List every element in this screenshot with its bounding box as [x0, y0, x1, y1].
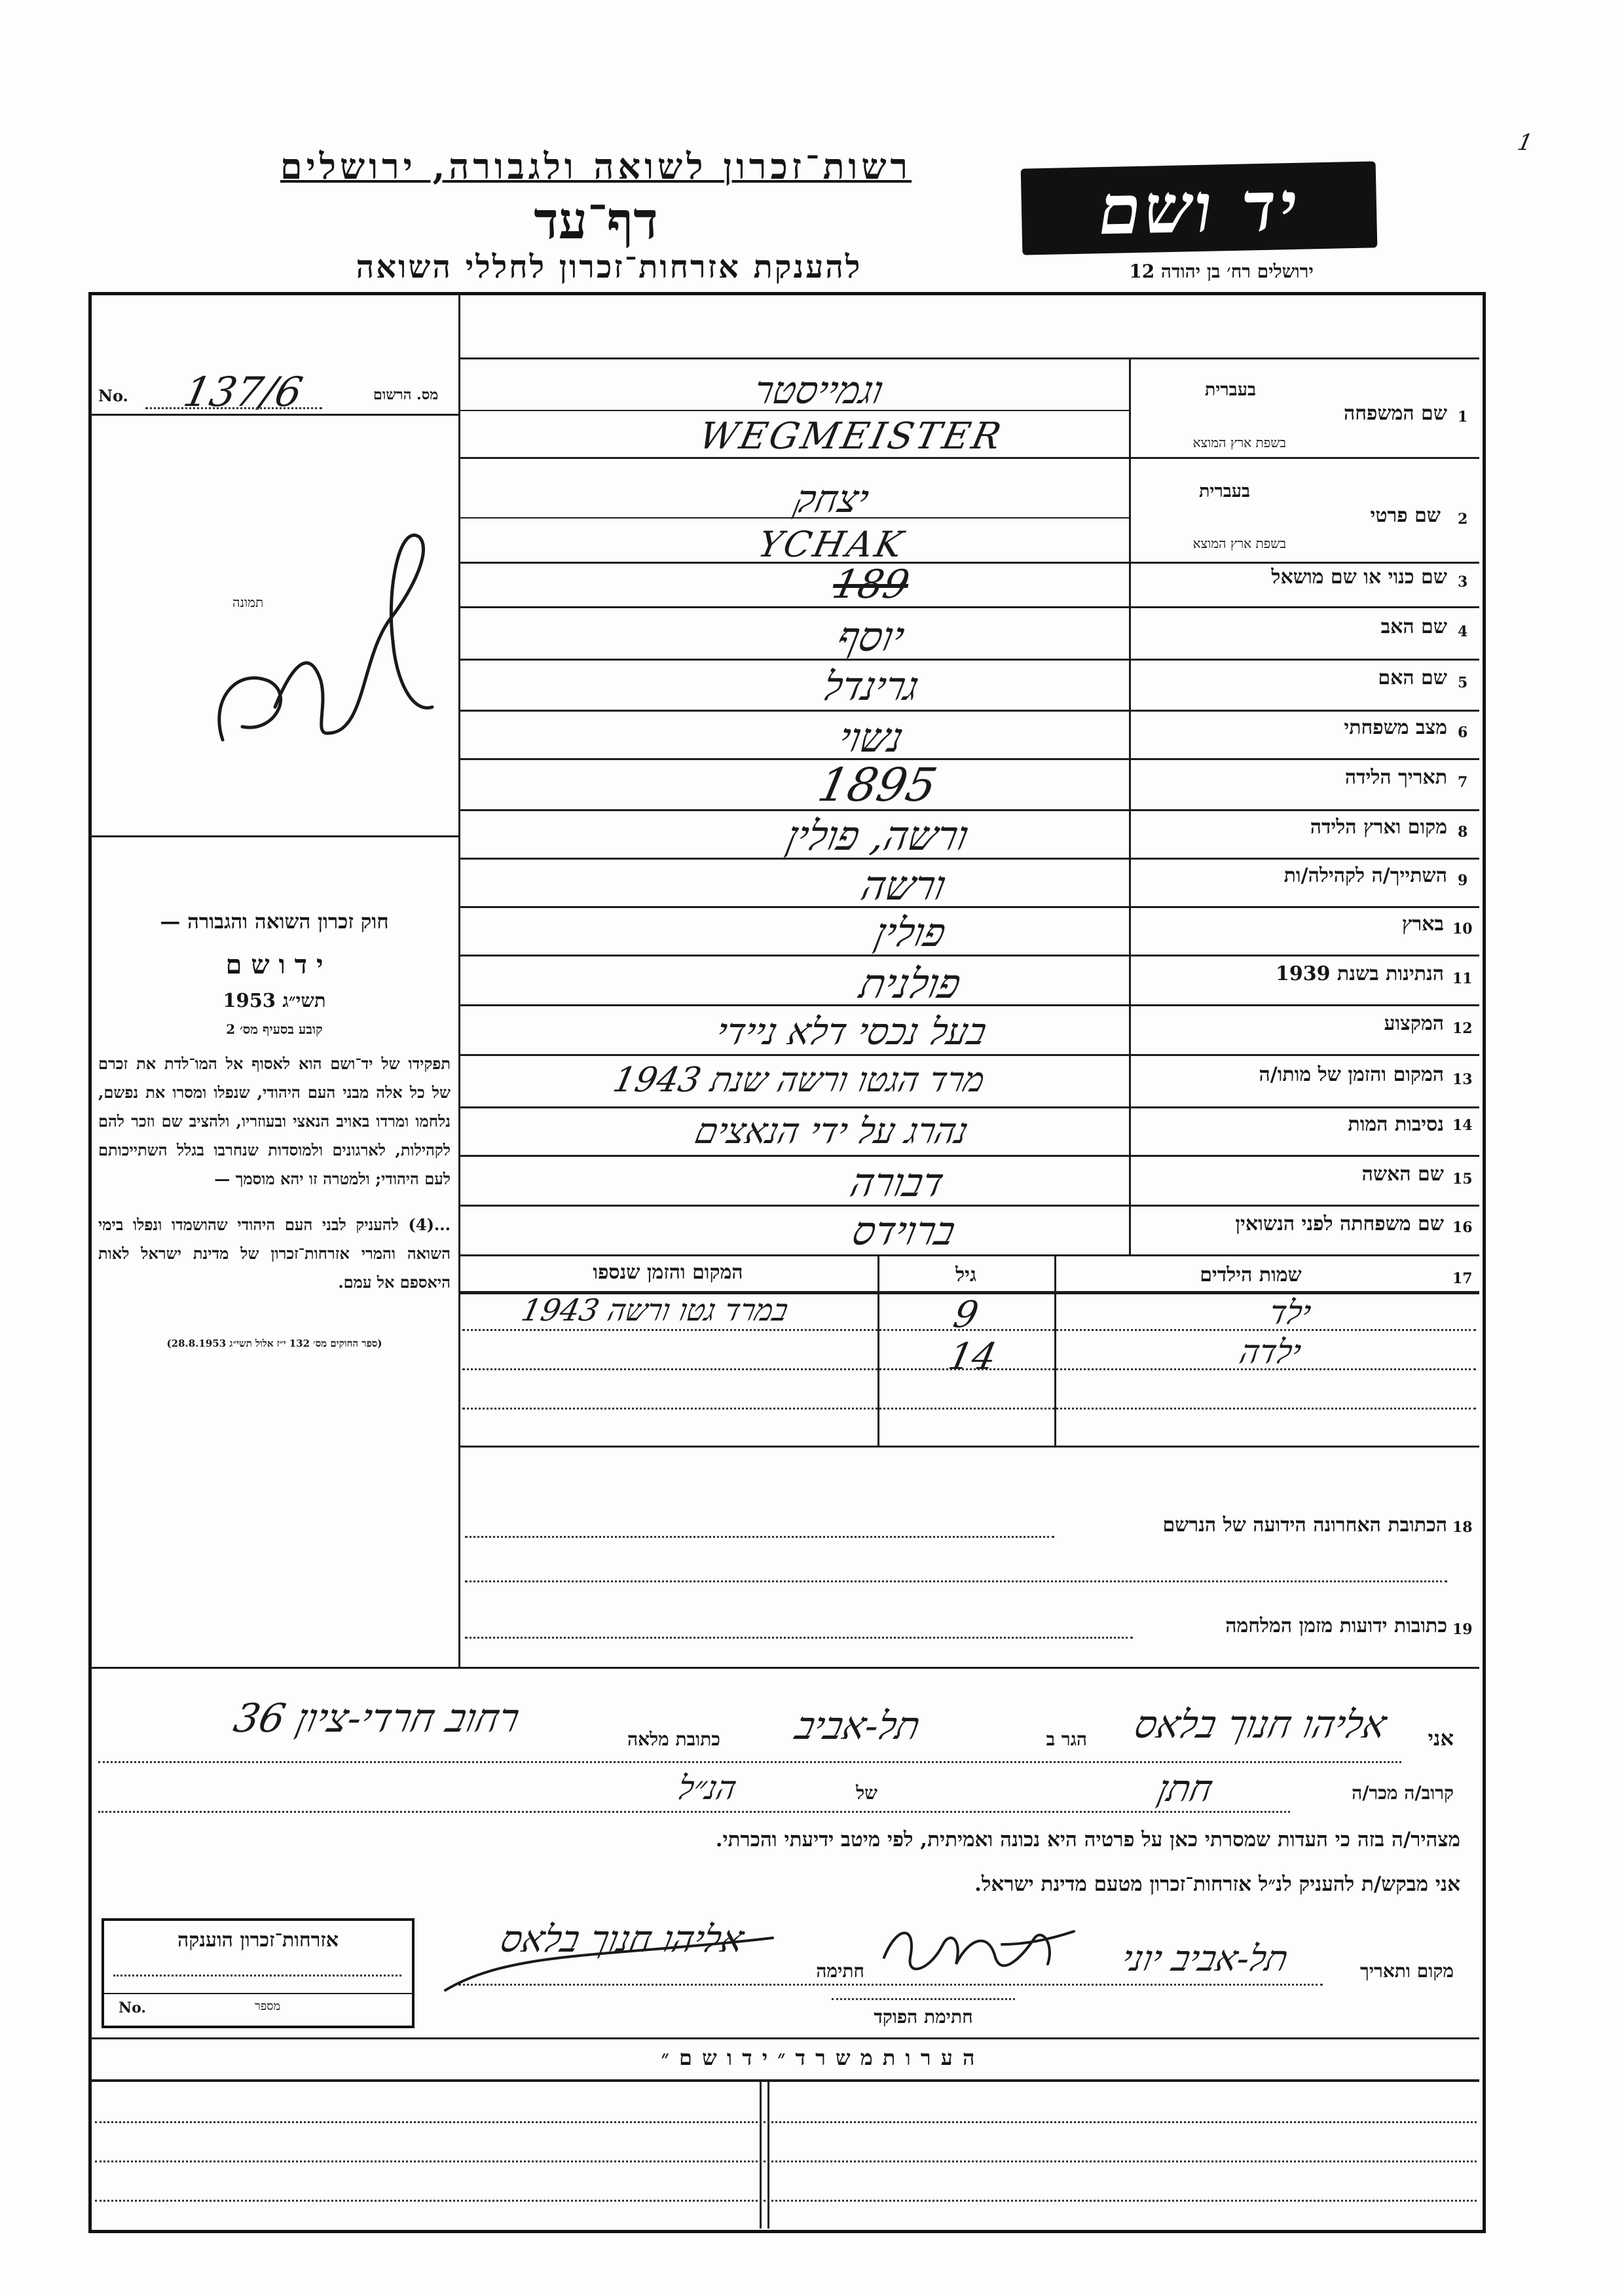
- declaration-line-1: [98, 1761, 1401, 1763]
- officer-name: אליהו חנוך בלאס: [496, 1918, 748, 1961]
- notes-title: ה ע ר ו ת מ ש ר ד ״ י ד ו ש ם ״: [661, 2045, 976, 2070]
- row-11-value: פולנית: [855, 960, 965, 1008]
- place-date-label: מקום ותאריך: [1359, 1960, 1454, 1982]
- row-sep-14: [458, 1155, 1479, 1157]
- children-header-names: שמות הילדים: [1200, 1264, 1302, 1286]
- of-label: של: [856, 1782, 877, 1804]
- notes-line-3: [95, 2200, 1477, 2202]
- row-4-value: יוסף: [833, 613, 909, 661]
- declarant-city: תל-אביב: [791, 1704, 925, 1748]
- row-1-value-hebrew: וגמייסטר: [750, 368, 887, 412]
- row-2-sub-hebrew: בעברית: [1198, 481, 1251, 501]
- row-8-value: ורשה, פולין: [782, 812, 973, 860]
- law-name: י ד ו ש ם: [225, 949, 323, 980]
- officer-signature: [432, 1912, 786, 2010]
- law-box: [98, 910, 451, 1350]
- row-10-label: בארץ: [1401, 913, 1444, 936]
- row-5-label: שם האם: [1378, 666, 1447, 689]
- registration-number-value: 137/6: [179, 368, 307, 416]
- last-address-dots-1: [465, 1536, 1054, 1538]
- row-9-label: השתייך/ה לקהילה/ות: [1283, 864, 1447, 887]
- registration-no-label: No.: [98, 386, 128, 405]
- last-address-dots-2: [465, 1580, 1447, 1582]
- corner-mark: 1: [1515, 130, 1535, 156]
- war-address-dots-1: [465, 1637, 1133, 1639]
- row-sep-5: [458, 710, 1479, 712]
- row-12-number: 12: [1452, 1020, 1473, 1037]
- row-2-sub-origin: בשפת ארץ המוצא: [1192, 536, 1286, 551]
- lives-label: הגר ב: [1046, 1728, 1087, 1750]
- row-5-value: גרינדל: [819, 664, 923, 710]
- citizenship-box-number-label: מספר: [255, 1999, 281, 2013]
- notes-line-2: [95, 2160, 1477, 2162]
- children-bottom-line: [458, 1446, 1479, 1448]
- row-13-label: המקום והזמן של מותו/ה: [1259, 1063, 1444, 1086]
- row-12-label: המקצוע: [1384, 1012, 1444, 1035]
- notes-line-1: [95, 2121, 1477, 2123]
- row-sep-12: [458, 1054, 1479, 1056]
- law-paragraph-1: תפקידו של יד־ושם הוא לאסוף אל המו־לדת את זכרם של כל אלה מבני העם היהודי, שנפלו ומסרו את נפשם, נלחמו ומרדו באויב הנאצי ובעוזריו, ולהציב שם וזכר להם לקהילות, לארגונים ולמוסדות שנחרבו בגלל השתייכותם לעם היהודי; ולמטרה זו יהא מוסמך —: [98, 1054, 451, 1188]
- officer-signature-line: [832, 1998, 1015, 2000]
- divider-left-column: [458, 295, 460, 1667]
- row-1-label: שם המשפחה: [1343, 402, 1447, 425]
- children-header-place: המקום והזמן שנספו: [593, 1261, 743, 1284]
- row-13-number: 13: [1452, 1071, 1473, 1088]
- row-3-label: שם כנוי או שם מושאל: [1271, 566, 1447, 589]
- row-1-sub-origin: בשפת ארץ המוצא: [1192, 435, 1286, 450]
- row-9-number: 9: [1458, 872, 1468, 889]
- row-sep-16: [458, 1254, 1479, 1256]
- declarant-signature: [871, 1918, 1087, 1990]
- upper-section-bottom: [90, 1667, 1479, 1669]
- law-year: תשי״ג 1953: [223, 989, 326, 1011]
- photo-area-signature: [196, 511, 458, 779]
- row-15-label: שם האשה: [1361, 1163, 1444, 1186]
- form-title: דף־עד: [534, 191, 658, 251]
- child-2-name: ילדה: [1236, 1333, 1304, 1371]
- row-8-number: 8: [1458, 824, 1468, 841]
- photo-area-bottom: [90, 835, 458, 837]
- citizenship-box-title: אזרחות־זכרון הוענקה: [177, 1929, 339, 1952]
- row-4-number: 4: [1458, 623, 1468, 640]
- row-16-label: שם משפחתה לפני הנשואין: [1235, 1212, 1444, 1235]
- row-4-label: שם האב: [1380, 615, 1447, 638]
- row-1-sub-hebrew: בעברית: [1204, 380, 1256, 400]
- children-dots-3: [462, 1408, 1476, 1410]
- top-strip-line: [458, 357, 1479, 359]
- children-header-age: גיל: [955, 1264, 976, 1286]
- row-sep-3: [458, 606, 1479, 608]
- row-11-number: 11: [1452, 970, 1473, 987]
- registration-label: מס. הרשום: [373, 386, 439, 403]
- notes-divider-1: [760, 2079, 762, 2229]
- divider-label-column: [1129, 357, 1131, 1254]
- logo-address: ירושלים רח׳ בן יהודה 12: [1129, 261, 1314, 282]
- registration-dotted-line: [145, 407, 322, 409]
- citizenship-granted-box: [101, 1918, 415, 2028]
- full-address-label: כתובת מלאה: [627, 1728, 720, 1750]
- last-address-label: הכתובת האחרונה הידועה של הנרשם: [1162, 1514, 1447, 1537]
- relation-value: חתן: [1154, 1768, 1217, 1810]
- law-paragraph-2: ...(4) להעניק לבני העם היהודי שהושמדו ונפלו בימי השואה והמרי אזרחות־זכרון של מדינת ישראל לאות היאספם אל עמם.: [98, 1215, 451, 1292]
- row-6-value: נשוי: [834, 714, 908, 761]
- row-11-label: הנתינות בשנת 1939: [1275, 962, 1444, 985]
- row-15-value: דבורה: [846, 1160, 948, 1206]
- row-2-label: שם פרטי: [1370, 504, 1441, 527]
- row-10-number: 10: [1452, 920, 1473, 938]
- notes-top-line: [90, 2037, 1479, 2039]
- declaration-statement-1: מצהיר/ה בזה כי העדות שמסרתי כאן על פרטיה היא נכונה ואמיתית, לפי מיטב ידיעתי והכרתי.: [715, 1828, 1460, 1851]
- row-sep-4: [458, 659, 1479, 661]
- children-divider-age-right: [1054, 1254, 1056, 1446]
- row-7-value: 1895: [813, 758, 942, 812]
- law-citation: (ספר החוקים מס׳ 132 י״ז אלול תשי״ג 28.8.1953): [166, 1338, 382, 1349]
- row-13-value: מרד הגטו ורשה שנת 1943: [609, 1061, 989, 1100]
- children-number: 17: [1452, 1270, 1473, 1287]
- of-value: הנ״ל: [674, 1769, 741, 1807]
- declaration-line-2: [98, 1811, 1290, 1813]
- row-16-number: 16: [1452, 1219, 1473, 1236]
- declaration-statement-2: אני מבקש/ת להעניק לנ״ל אזרחות־זכרון מטעם מדינת ישראל.: [974, 1872, 1460, 1896]
- row-1-value-origin: WEGMEISTER: [695, 415, 1008, 458]
- yad-vashem-logo: [1021, 161, 1378, 255]
- last-address-number: 18: [1452, 1519, 1473, 1536]
- row-15-number: 15: [1452, 1171, 1473, 1188]
- law-title: חוק זכרון השואה והגבורה —: [160, 910, 389, 934]
- row-7-number: 7: [1458, 774, 1468, 791]
- notes-title-underline: [90, 2079, 1479, 2082]
- war-address-label: כתובות ידועות מזמן המלחמה: [1225, 1614, 1447, 1637]
- row-2-value-origin: YCHAK: [754, 524, 909, 565]
- authority-title: רשות־זכרון לשואה ולגבורה, ירושלים: [280, 145, 912, 187]
- row-8-label: מקום וארץ הלידה: [1310, 816, 1447, 839]
- logo-text: יד ושם: [1098, 165, 1301, 251]
- row-3-number: 3: [1458, 574, 1468, 591]
- row-6-label: מצב משפחתי: [1344, 716, 1447, 739]
- row-10-value: פולין: [870, 910, 950, 956]
- child-1-name: ילד: [1265, 1294, 1315, 1332]
- officer-signature-label: חתימת הפוקד: [874, 2006, 973, 2028]
- war-address-number: 19: [1452, 1621, 1473, 1638]
- row-14-number: 14: [1452, 1117, 1473, 1134]
- registration-underline: [90, 414, 458, 416]
- child-1-age: 9: [950, 1294, 982, 1336]
- row-sep-13: [458, 1106, 1479, 1108]
- children-divider-age-left: [877, 1254, 879, 1446]
- citizenship-box-divider: [104, 1993, 412, 1994]
- row-14-label: נסיבות המות: [1348, 1113, 1444, 1136]
- law-section: קובע בסעיף מס׳ 2: [226, 1021, 323, 1037]
- row-7-label: תאריך הלידה: [1344, 766, 1447, 789]
- row-9-value: ורשה: [857, 862, 951, 909]
- row-6-number: 6: [1458, 724, 1468, 741]
- declarant-address: רחוב חרדי-ציון 36: [229, 1696, 524, 1741]
- declarant-name: אליהו חנוך בלאס: [1130, 1702, 1391, 1747]
- row-12-value: בעל נכסי דלא ניידי: [712, 1011, 991, 1053]
- row-5-number: 5: [1458, 674, 1468, 691]
- row-2-value-hebrew: יצחק: [790, 477, 873, 521]
- row-16-value: ברוידס: [848, 1209, 959, 1254]
- row-3-value: 189: [828, 562, 913, 608]
- form-subtitle: להענקת אזרחות־זכרון לחללי השואה: [356, 249, 862, 285]
- row-2-number: 2: [1458, 511, 1468, 528]
- child-2-age: 14: [944, 1336, 1001, 1378]
- place-date-value: תל-אביב יוני: [1118, 1938, 1292, 1979]
- signature-label: חתימה: [816, 1960, 864, 1982]
- notes-divider-2: [767, 2079, 769, 2229]
- row-1-number: 1: [1458, 409, 1468, 426]
- child-1-place: במרד גטו ורשה 1943: [518, 1292, 792, 1328]
- photo-label: תמונה: [232, 594, 264, 610]
- declaration-i-label: אני: [1428, 1726, 1454, 1751]
- relation-label: קרוב/ה מכר/ה: [1352, 1782, 1454, 1804]
- row-14-value: נהרג על ידי הנאצים: [691, 1110, 972, 1152]
- citizenship-box-no-label: No.: [119, 1999, 147, 2016]
- citizenship-box-dots-1: [113, 1975, 401, 1977]
